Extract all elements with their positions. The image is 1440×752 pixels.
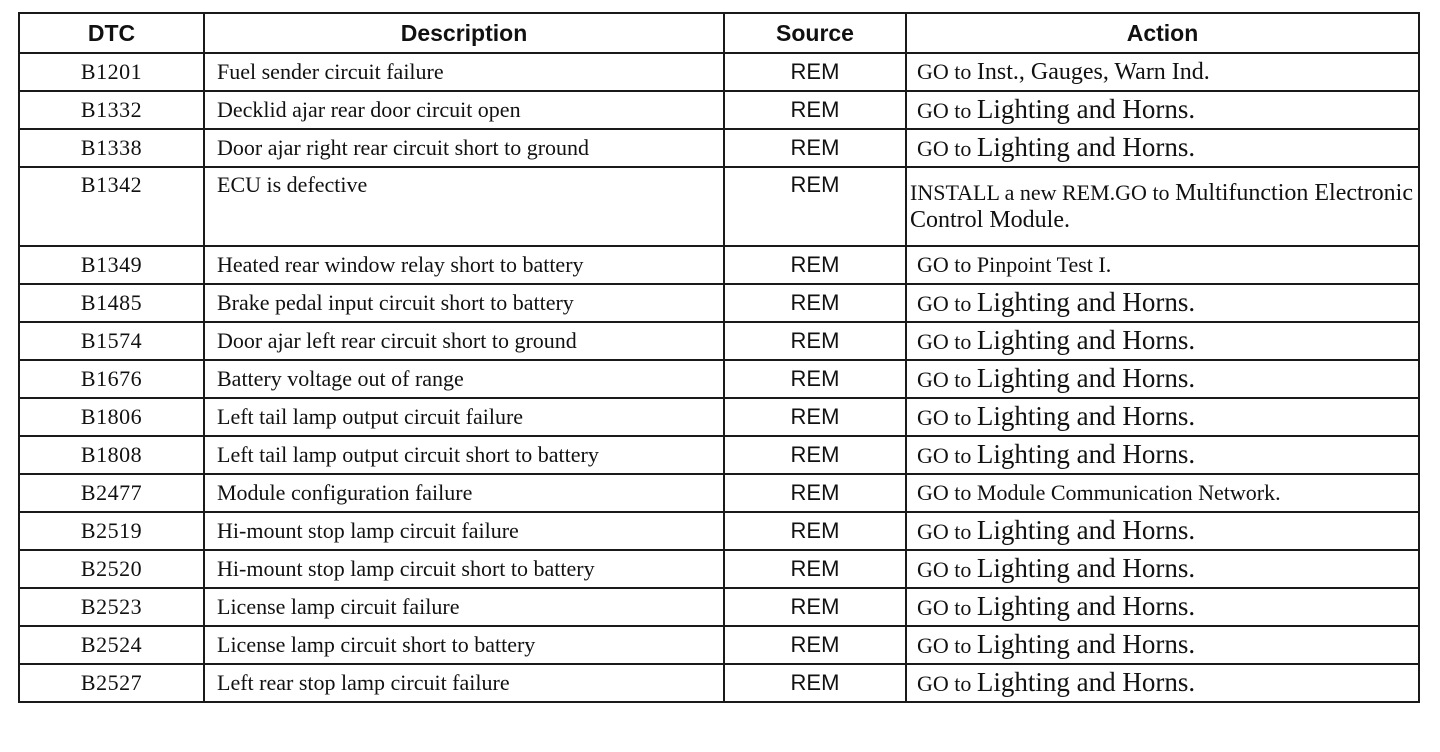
dtc-table (18, 12, 1420, 703)
action-target: Inst., Gauges, Warn Ind. (976, 58, 1210, 85)
action-target: Lighting and Horns. (976, 439, 1196, 470)
dtc-description: Decklid ajar rear door circuit open (204, 91, 724, 129)
column-header-action: Action (906, 13, 1419, 53)
table-row (19, 626, 1419, 664)
dtc-source: REM (724, 91, 906, 129)
dtc-code: B2519 (19, 512, 204, 550)
dtc-source: REM (724, 360, 906, 398)
dtc-code: B2523 (19, 588, 204, 626)
dtc-description: License lamp circuit failure (204, 588, 724, 626)
column-header-source: Source (724, 13, 906, 53)
dtc-code: B1332 (19, 91, 204, 129)
table-row (19, 512, 1419, 550)
action-prefix: GO to (917, 443, 977, 469)
action-prefix: GO to (917, 136, 977, 162)
dtc-action (906, 588, 1419, 626)
dtc-description: Heated rear window relay short to battery (204, 246, 724, 284)
action-prefix: GO to (917, 58, 977, 84)
action-target: Lighting and Horns. (976, 591, 1196, 622)
dtc-code: B1806 (19, 398, 204, 436)
dtc-source: REM (724, 436, 906, 474)
dtc-source: REM (724, 246, 906, 284)
dtc-code: B1342 (19, 167, 204, 246)
dtc-action (906, 550, 1419, 588)
dtc-action (906, 129, 1419, 167)
dtc-action (906, 167, 1419, 246)
table-row (19, 474, 1419, 512)
dtc-code: B1574 (19, 322, 204, 360)
dtc-source: REM (724, 550, 906, 588)
column-header-description: Description (204, 13, 724, 53)
dtc-description: License lamp circuit short to battery (204, 626, 724, 664)
action-target: Lighting and Horns. (976, 287, 1196, 318)
dtc-action (906, 474, 1419, 512)
action-prefix: GO to (917, 329, 977, 355)
table-row (19, 436, 1419, 474)
action-target: Lighting and Horns. (976, 132, 1196, 163)
table-row (19, 550, 1419, 588)
dtc-action (906, 626, 1419, 664)
dtc-source: REM (724, 167, 906, 246)
table-row (19, 284, 1419, 322)
table-row (19, 398, 1419, 436)
table-row (19, 664, 1419, 702)
dtc-action (906, 360, 1419, 398)
table-row (19, 91, 1419, 129)
dtc-description: Left tail lamp output circuit failure (204, 398, 724, 436)
dtc-description: Brake pedal input circuit short to battery (204, 284, 724, 322)
action-prefix: GO to (917, 405, 977, 431)
action-target: Lighting and Horns. (976, 629, 1196, 660)
dtc-action (906, 91, 1419, 129)
column-header-dtc: DTC (19, 13, 204, 53)
dtc-description: Hi-mount stop lamp circuit short to battery (204, 550, 724, 588)
dtc-description: Fuel sender circuit failure (204, 53, 724, 91)
dtc-code: B1338 (19, 129, 204, 167)
dtc-code: B1349 (19, 246, 204, 284)
dtc-code: B2477 (19, 474, 204, 512)
dtc-source: REM (724, 664, 906, 702)
action-target: Lighting and Horns. (976, 94, 1196, 125)
action-target: Multifunction Electronic Control Module. (910, 180, 1413, 233)
dtc-action (906, 664, 1419, 702)
action-prefix: GO to (917, 98, 977, 124)
dtc-code: B1485 (19, 284, 204, 322)
dtc-action (906, 53, 1419, 91)
dtc-description: Left tail lamp output circuit short to battery (204, 436, 724, 474)
dtc-description: Module configuration failure (204, 474, 724, 512)
action-prefix: GO to (917, 251, 977, 277)
action-prefix: GO to (917, 519, 977, 545)
table-row (19, 53, 1419, 91)
table-row (19, 360, 1419, 398)
dtc-source: REM (724, 512, 906, 550)
dtc-code: B1676 (19, 360, 204, 398)
dtc-action (906, 512, 1419, 550)
dtc-description: Battery voltage out of range (204, 360, 724, 398)
action-target: Lighting and Horns. (976, 515, 1196, 546)
dtc-source: REM (724, 129, 906, 167)
dtc-description: Door ajar right rear circuit short to ground (204, 129, 724, 167)
action-target: Lighting and Horns. (976, 325, 1196, 356)
table-row (19, 246, 1419, 284)
action-target: Lighting and Horns. (976, 363, 1196, 394)
dtc-source: REM (724, 53, 906, 91)
dtc-description: ECU is defective (204, 167, 724, 246)
action-prefix: GO to (917, 671, 977, 697)
table-row (19, 322, 1419, 360)
action-prefix: GO to (917, 595, 977, 621)
action-prefix: GO to (917, 367, 977, 393)
dtc-source: REM (724, 284, 906, 322)
dtc-code: B1808 (19, 436, 204, 474)
dtc-code: B1201 (19, 53, 204, 91)
action-target: Lighting and Horns. (976, 401, 1196, 432)
action-target: Pinpoint Test I. (976, 251, 1112, 277)
table-header-row (19, 13, 1419, 53)
action-target: Module Communication Network. (976, 479, 1281, 505)
dtc-source: REM (724, 474, 906, 512)
dtc-code: B2527 (19, 664, 204, 702)
dtc-action (906, 322, 1419, 360)
action-target: Lighting and Horns. (976, 553, 1196, 584)
dtc-action (906, 284, 1419, 322)
dtc-action (906, 436, 1419, 474)
table-row (19, 129, 1419, 167)
action-target: Lighting and Horns. (976, 667, 1196, 698)
table-row (19, 588, 1419, 626)
action-prefix: GO to (917, 633, 977, 659)
action-prefix: GO to (917, 557, 977, 583)
dtc-source: REM (724, 588, 906, 626)
action-prefix: GO to (917, 479, 977, 505)
dtc-action (906, 246, 1419, 284)
action-prefix: GO to (917, 291, 977, 317)
dtc-action (906, 398, 1419, 436)
dtc-code: B2524 (19, 626, 204, 664)
table-row (19, 167, 1419, 246)
dtc-description: Hi-mount stop lamp circuit failure (204, 512, 724, 550)
action-prefix: INSTALL a new REM.GO to (910, 180, 1176, 206)
dtc-code: B2520 (19, 550, 204, 588)
dtc-source: REM (724, 626, 906, 664)
dtc-description: Left rear stop lamp circuit failure (204, 664, 724, 702)
dtc-source: REM (724, 398, 906, 436)
dtc-source: REM (724, 322, 906, 360)
dtc-description: Door ajar left rear circuit short to ground (204, 322, 724, 360)
